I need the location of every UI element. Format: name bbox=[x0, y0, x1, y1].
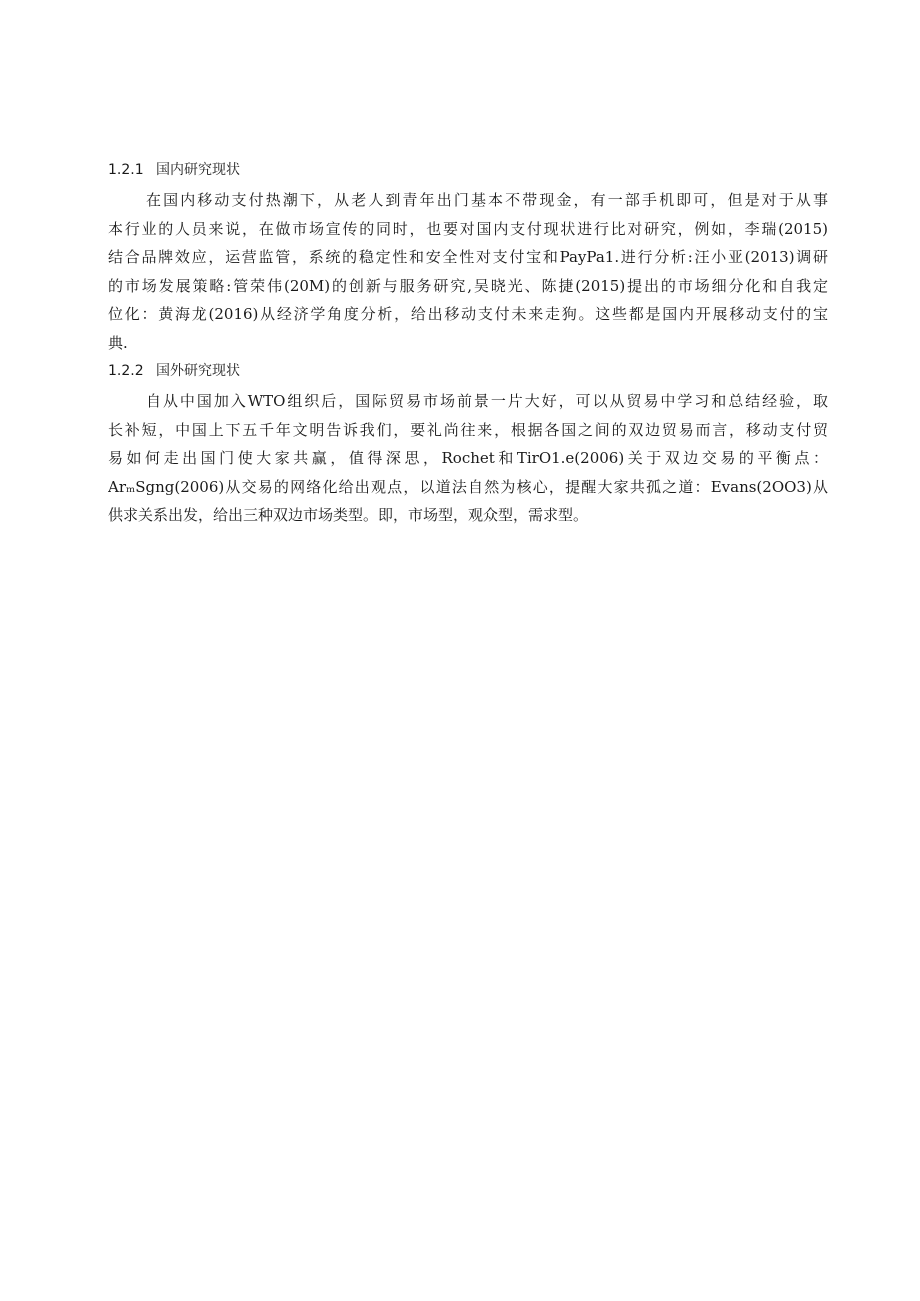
paragraph-line: 长补短，中国上下五千年文明告诉我们，要礼尚往来，根据各国之间的双边贸易而言，移动支付贸 bbox=[108, 420, 828, 439]
paragraph-line: ArₘSgng(2006)从交易的网络化给出观点，以道法自然为核心，提醒大家共孤之道：Evans(2OO3)从 bbox=[108, 477, 828, 496]
paragraph-foreign-research bbox=[108, 387, 828, 530]
section-title: 国内研究现状 bbox=[156, 162, 240, 178]
paragraph-domestic-research bbox=[108, 186, 828, 357]
paragraph-line: 位化：黄海龙(2016)从经济学角度分析，给出移动支付未来走狗。这些都是国内开展移动支付的宝 bbox=[108, 305, 828, 323]
section-title: 国外研究现状 bbox=[156, 363, 240, 379]
section-heading-1-2-2 bbox=[108, 359, 828, 383]
paragraph-line: 自从中国加入WTO组织后，国际贸易市场前景一片大好，可以从贸易中学习和总结经验，取 bbox=[146, 392, 828, 410]
paragraph-line: 的市场发展策略:管荣伟(20M)的创新与服务研究,吴晓光、陈捷(2015)提出的市场细分化和自我定 bbox=[108, 276, 828, 295]
paragraph-line: 易如何走出国门使大家共赢，值得深思，Rochet和TirO1.e(2006)关于双边交易的平衡点： bbox=[108, 449, 828, 467]
paragraph-line: 本行业的人员来说，在做市场宣传的同时，也要对国内支付现状进行比对研究，例如，李瑞(2015) bbox=[108, 219, 828, 238]
paragraph-line: 结合品牌效应，运营监管，系统的稳定性和安全性对支付宝和PayPa1.进行分析:汪小亚(2013)调研 bbox=[108, 248, 828, 266]
section-number: 1.2.2 bbox=[108, 363, 144, 379]
section-heading-1-2-1 bbox=[108, 158, 828, 182]
document-page bbox=[108, 158, 828, 534]
paragraph-line: 供求关系出发，给出三种双边市场类型。即，市场型，观众型，需求型。 bbox=[108, 506, 589, 524]
paragraph-line: 在国内移动支付热潮下，从老人到青年出门基本不带现金，有一部手机即可，但是对于从事 bbox=[146, 191, 828, 209]
paragraph-line: 典. bbox=[108, 333, 128, 352]
section-number: 1.2.1 bbox=[108, 162, 144, 178]
